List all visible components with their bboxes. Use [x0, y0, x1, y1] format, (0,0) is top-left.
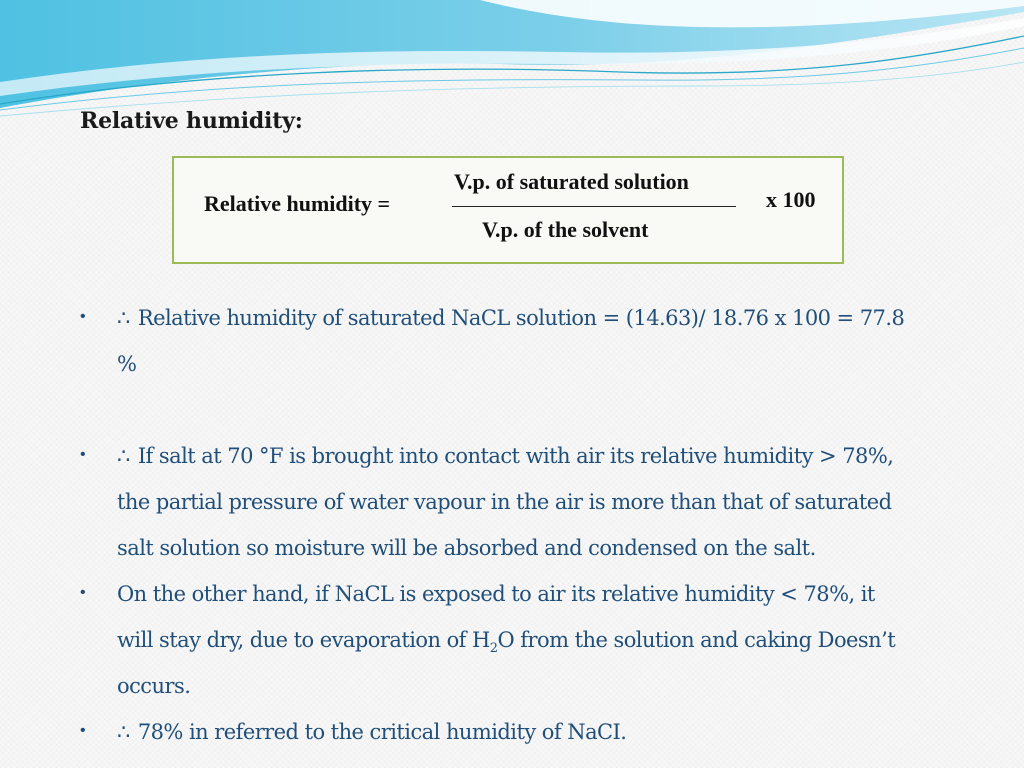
bullet-2-line-3: salt solution so moisture will be absorbed and condensed on the salt. [117, 536, 816, 560]
bullet-3-line-2-start: will stay dry, due to evaporation of H [117, 628, 490, 652]
formula-denominator: V.p. of the solvent [482, 217, 649, 242]
bullet-marker: • [80, 584, 86, 601]
bullet-1-line-1: Relative humidity of saturated NaCL solution = (14.63)/ 18.76 x 100 = 77.8 [137, 306, 905, 330]
bullet-4-line-1: 78% in referred to the critical humidity of NaCI. [137, 720, 627, 744]
formula-numerator: V.p. of saturated solution [454, 169, 689, 194]
bullet-3-text [117, 571, 987, 709]
fraction-bar [452, 206, 736, 207]
bullet-2-line-1: If salt at 70 °F is brought into contact with air its relative humidity > 78%, [137, 444, 894, 468]
bullet-1-line-2: % [117, 352, 137, 376]
bullet-3-line-2-end: O from the solution and caking Doesn’t [497, 628, 896, 652]
subscript-2: 2 [489, 641, 498, 656]
bullet-marker: • [80, 446, 86, 463]
bullet-2-text [117, 433, 987, 571]
decorative-wave-header [0, 0, 1024, 120]
therefore-symbol: ∴ [117, 444, 130, 468]
formula-multiplier: x 100 [766, 187, 816, 212]
therefore-symbol: ∴ [117, 306, 130, 330]
bullet-2-line-2: the partial pressure of water vapour in the air is more than that of saturated [117, 490, 892, 514]
bullet-3-line-1: On the other hand, if NaCL is exposed to air its relative humidity < 78%, it [117, 582, 875, 606]
bullet-marker: • [80, 308, 86, 325]
bullet-4-text [117, 709, 987, 755]
slide-heading: Relative humidity: [80, 108, 303, 134]
formula-box [172, 156, 844, 264]
bullet-3-line-3: occurs. [117, 674, 191, 698]
bullet-marker: • [80, 722, 86, 739]
formula-lhs: Relative humidity = [204, 191, 391, 216]
bullet-1-text [117, 295, 987, 387]
therefore-symbol: ∴ [117, 720, 130, 744]
